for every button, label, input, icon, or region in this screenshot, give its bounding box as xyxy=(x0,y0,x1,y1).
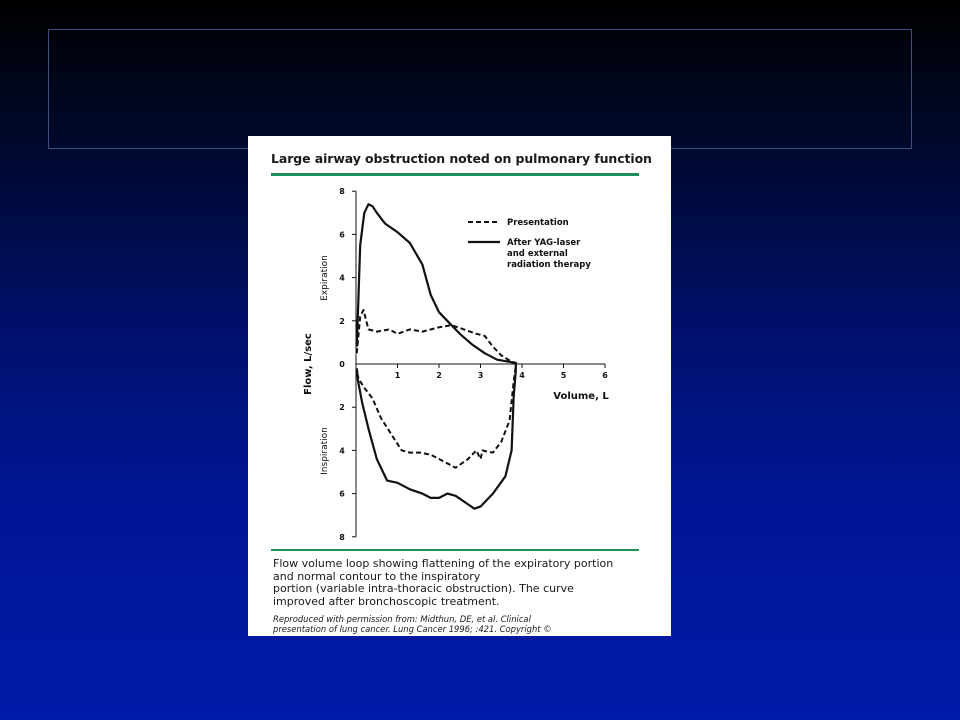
credit-line: presentation of lung cancer. Lung Cancer 1996; :421. Copyright © xyxy=(273,624,552,634)
y-tick-label: 8 xyxy=(339,532,345,542)
chart-legend xyxy=(468,218,591,270)
series-presentation-line xyxy=(357,310,516,468)
flow-volume-chart xyxy=(248,136,671,556)
x-tick-label: 4 xyxy=(519,371,525,380)
figure-caption xyxy=(273,558,643,608)
legend-label-line: After YAG-laser xyxy=(507,238,581,248)
legend-label-line: and external xyxy=(507,249,568,259)
x-axis-label: Volume, L xyxy=(553,391,609,402)
series-after-treatment-line xyxy=(357,204,516,509)
y-tick-label: 2 xyxy=(339,316,345,326)
x-tick-label: 2 xyxy=(436,371,442,380)
y-tick-label: 2 xyxy=(339,403,345,413)
y-axis-label: Flow, L/sec xyxy=(303,333,314,395)
legend-label-presentation: Presentation xyxy=(507,218,569,228)
caption-line: portion (variable intra-thoracic obstruction). The curve xyxy=(273,582,574,595)
inspiration-label: Inspiration xyxy=(320,427,330,475)
figure-title: Large airway obstruction noted on pulmonary function xyxy=(271,151,652,166)
caption-divider xyxy=(271,549,639,551)
y-tick-label: 4 xyxy=(339,446,345,456)
y-tick-label: 4 xyxy=(339,273,345,283)
legend-label-line: radiation therapy xyxy=(507,260,591,270)
x-tick-label: 5 xyxy=(560,371,567,380)
x-tick-label: 1 xyxy=(394,371,401,380)
figure-credit xyxy=(273,614,653,634)
caption-line: improved after bronchoscopic treatment. xyxy=(273,594,500,608)
legend-label-after-treatment xyxy=(507,238,591,270)
slide-title-placeholder xyxy=(48,29,912,149)
caption-line: Flow volume loop showing flattening of the expiratory portion xyxy=(273,557,614,570)
y-tick-label: 0 xyxy=(339,360,345,369)
credit-line: Reproduced with permission from: Midthun, DE, et al. Clinical xyxy=(273,614,531,624)
figure-card xyxy=(248,136,671,636)
caption-line: and normal contour to the inspiratory xyxy=(273,569,481,583)
x-tick-label: 6 xyxy=(602,371,608,380)
y-tick-label: 8 xyxy=(339,187,345,197)
expiration-label: Expiration xyxy=(320,255,330,301)
y-tick-label: 6 xyxy=(339,230,345,240)
x-tick-label: 3 xyxy=(477,371,484,380)
y-tick-label: 6 xyxy=(339,489,345,499)
